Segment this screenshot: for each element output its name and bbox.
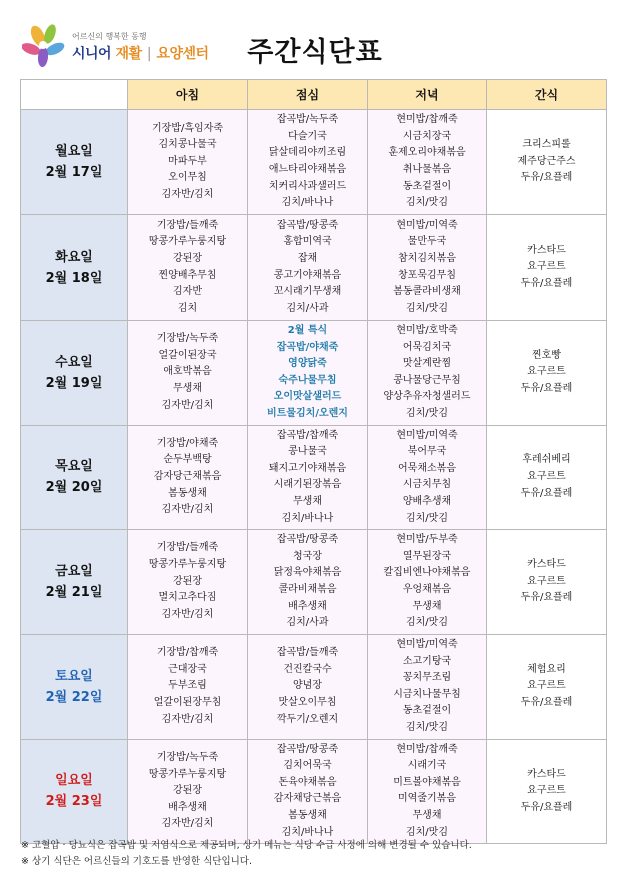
page-title: 주간식단표 (247, 37, 383, 68)
menu-item: 요구르트 (527, 785, 566, 797)
weekday: 화요일 (55, 249, 93, 265)
menu-item: 맛살오이무침 (278, 696, 337, 708)
menu-item: 잡곡밥/땅콩죽 (276, 534, 339, 546)
menu-item: 칼집비엔나야채볶음 (383, 567, 471, 579)
menu-item: 어묵채소볶음 (398, 462, 456, 474)
day-label (21, 321, 128, 426)
menu-item: 강된장 (173, 785, 202, 797)
logo-tagline: 어르신의 행복한 동행 (72, 32, 147, 41)
day-row (21, 110, 607, 215)
column-header-breakfast: 아침 (128, 80, 248, 110)
menu-item: 북어무국 (407, 446, 447, 458)
menu-item: 요구르트 (527, 680, 566, 692)
menu-item: 애느타리야채볶음 (268, 164, 347, 175)
menu-item: 배추생채 (168, 801, 207, 813)
menu-item: 제주당근주스 (517, 155, 576, 167)
menu-item: 양념장 (293, 680, 322, 692)
day-label (21, 530, 128, 635)
menu-item: 김자반/김치 (161, 188, 214, 200)
column-header-dinner: 저녁 (368, 80, 487, 110)
breakfast-cell (128, 530, 248, 635)
menu-item: 김치/맛김 (405, 826, 448, 838)
menu-item: 김치/맛김 (405, 721, 448, 733)
menu-item: 양배추생채 (402, 495, 452, 507)
menu-item: 홍합미역국 (283, 236, 332, 248)
menu-item: 김치/사과 (286, 302, 329, 314)
menu-item: 김자반/김치 (161, 713, 214, 725)
center-logo (22, 22, 212, 72)
menu-item: 감자채당근볶음 (273, 793, 342, 805)
breakfast-cell (128, 739, 248, 844)
menu-item: 두유/요플레 (520, 487, 573, 499)
menu-item: 두부조림 (168, 680, 207, 692)
breakfast-cell (128, 321, 248, 426)
date: 2월 21일 (45, 584, 103, 600)
menu-item: 무생채 (173, 383, 202, 395)
breakfast-cell (128, 634, 248, 739)
lunch-cell (248, 634, 368, 739)
menu-item: 김치/맛김 (405, 197, 448, 209)
menu-item: 두유/요플레 (520, 696, 573, 708)
menu-item: 잡곡밥/찹깨죽 (276, 429, 339, 441)
logo-separator: | (146, 46, 152, 62)
menu-item: 두유/요플레 (520, 383, 573, 395)
day-label (21, 110, 128, 215)
menu-item: 시래기된장볶음 (273, 479, 342, 491)
snack-cell (487, 739, 607, 844)
day-row (21, 739, 607, 844)
menu-item: 콩고기야채볶음 (273, 269, 342, 281)
menu-item: 기장밥/녹두죽 (156, 333, 219, 345)
snack-cell (487, 110, 607, 215)
menu-item: 잡곡밥/녹두죽 (276, 114, 339, 126)
weekday: 월요일 (55, 144, 93, 159)
day-row (21, 634, 607, 739)
logo-name-part3: 요양센터 (156, 46, 209, 62)
menu-item: 잡곡밥/야채죽 (276, 341, 339, 353)
menu-item: 동초겉절이 (402, 180, 452, 192)
menu-item: 봄동콜라비생채 (393, 286, 461, 298)
lunch-cell (248, 110, 368, 215)
logo-name-part1: 시니어 (72, 46, 112, 62)
menu-item: 얼갈이된장국 (158, 349, 217, 361)
breakfast-cell (128, 110, 248, 215)
menu-item: 얼갈이된장무침 (153, 696, 222, 708)
menu-item: 오이무침 (168, 172, 207, 184)
menu-item: 크리스피롤 (522, 139, 571, 151)
menu-item: 양상추유자청샐러드 (383, 391, 471, 403)
menu-item: 기장밥/녹두죽 (156, 751, 219, 763)
menu-item: 영양닭죽 (288, 358, 327, 370)
menu-item: 김자반 (173, 286, 202, 298)
day-row (21, 530, 607, 635)
menu-item: 기장밥/흑임자죽 (152, 122, 223, 134)
menu-item: 기장밥/들깨죽 (156, 542, 219, 554)
menu-item: 닭살데리야끼조림 (268, 147, 347, 159)
menu-item: 김자반/김치 (161, 608, 214, 620)
menu-item: 두유/요플레 (520, 277, 573, 289)
menu-item: 강된장 (173, 575, 202, 587)
menu-item: 무생채 (412, 600, 442, 612)
menu-item: 두유/요플레 (520, 172, 573, 184)
menu-item: 참치김치볶음 (398, 252, 456, 264)
menu-item: 김치/맛김 (405, 302, 448, 314)
menu-item: 돼지고기야채볶음 (268, 462, 347, 474)
menu-item: 콩나물국 (288, 446, 327, 458)
menu-item: 창포묵김무침 (398, 269, 456, 281)
menu-item: 김치/바나나 (281, 197, 334, 209)
logo-name (72, 43, 209, 63)
menu-body (21, 110, 607, 844)
weekday: 목요일 (55, 459, 93, 475)
menu-item: 청국장 (293, 550, 322, 562)
menu-item: 현미밥/미역죽 (396, 638, 458, 650)
menu-item: 시래기국 (407, 760, 447, 772)
menu-item: 꽁치무조림 (402, 672, 452, 684)
header-row (21, 80, 607, 110)
menu-item: 잡곡밥/땅콩죽 (276, 743, 339, 755)
menu-item: 치커리사과샐러드 (268, 180, 347, 192)
snack-cell (487, 321, 607, 426)
menu-item: 무생채 (412, 810, 442, 822)
weekday: 토요일 (55, 668, 93, 684)
lunch-cell (248, 215, 368, 321)
menu-item: 우엉채볶음 (402, 583, 452, 595)
dinner-cell (368, 110, 487, 215)
menu-item: 요구르트 (527, 261, 566, 273)
menu-item: 김치/사과 (286, 617, 329, 629)
dinner-cell (368, 634, 487, 739)
dinner-cell (368, 425, 487, 530)
menu-item: 두유/요플레 (520, 801, 573, 813)
dinner-cell (368, 321, 487, 426)
weekday: 일요일 (55, 773, 93, 789)
footnote: ※ 상기 식단은 어르신들의 기호도를 반영한 식단입니다. (21, 856, 252, 867)
menu-item: 강된장 (173, 252, 202, 264)
menu-item: 맛살계란찜 (402, 358, 452, 370)
column-header-lunch: 점심 (248, 80, 368, 110)
menu-item: 찐양배추무침 (158, 269, 217, 281)
breakfast-cell (128, 215, 248, 321)
menu-item: 다슬기국 (288, 130, 327, 142)
menu-item: 비트물김치/오렌지 (267, 407, 348, 419)
menu-item: 카스타드 (527, 768, 566, 780)
menu-item: 김치/맛김 (405, 512, 448, 524)
menu-item: 기장밥/찹깨죽 (156, 647, 219, 659)
menu-item: 열무된장국 (402, 550, 452, 562)
menu-item: 2월 특식 (287, 325, 328, 336)
menu-item: 기장밥/야채죽 (156, 437, 219, 449)
logo-name-part2: 재활 (115, 46, 142, 62)
weekday: 금요일 (55, 563, 93, 579)
menu-item: 잡채 (297, 252, 318, 264)
snack-cell (487, 634, 607, 739)
date: 2월 20일 (45, 480, 103, 496)
lunch-cell (248, 530, 368, 635)
footnote: ※ 고혈압 · 당뇨식은 잡곡밥 및 저염식으로 제공되며, 상기 메뉴는 식당 수급 사정에 의해 변경될 수 있습니다. (21, 840, 472, 851)
menu-item: 땅콩가루누룽지탕 (148, 559, 227, 571)
menu-item: 콜라비채볶음 (278, 583, 337, 595)
menu-item: 요구르트 (527, 575, 566, 587)
date: 2월 18일 (45, 270, 103, 286)
menu-item: 현미밥/호박죽 (396, 325, 458, 336)
breakfast-cell (128, 425, 248, 530)
menu-item: 건진칼국수 (283, 663, 332, 675)
menu-item: 닭정육야채볶음 (273, 567, 342, 579)
menu-item: 어묵김치국 (402, 341, 452, 353)
snack-cell (487, 215, 607, 321)
menu-item: 미역줄기볶음 (398, 793, 456, 805)
lunch-cell (248, 425, 368, 530)
menu-item: 기장밥/들깨죽 (156, 219, 219, 231)
menu-item: 카스타드 (527, 244, 566, 256)
day-row (21, 425, 607, 530)
menu-item: 마파두부 (168, 155, 207, 167)
dinner-cell (368, 739, 487, 844)
menu-item: 봄동생채 (168, 487, 207, 499)
lunch-cell (248, 739, 368, 844)
weekday: 수요일 (55, 354, 93, 370)
menu-item: 시금치나물무침 (393, 688, 461, 700)
menu-item: 봄동생채 (288, 810, 327, 822)
footnotes (21, 838, 472, 870)
menu-item: 잡곡밥/땅콩죽 (276, 219, 339, 231)
menu-item: 요구르트 (527, 471, 566, 483)
menu-item: 무생채 (293, 495, 322, 507)
snack-cell (487, 530, 607, 635)
day-label (21, 425, 128, 530)
day-row (21, 215, 607, 321)
menu-item: 돈육야채볶음 (278, 776, 337, 788)
menu-item: 콩나물당근무침 (393, 374, 461, 386)
menu-item: 애호박볶음 (163, 366, 212, 378)
day-row (21, 321, 607, 426)
menu-item: 순두부백탕 (163, 454, 212, 466)
menu-item: 김치/맛김 (405, 617, 448, 629)
menu-item: 김치/맛김 (405, 407, 448, 419)
lunch-cell (248, 321, 368, 426)
menu-item: 근대장국 (168, 663, 207, 675)
menu-item: 찐호빵 (532, 349, 561, 361)
flower-logo-icon (22, 22, 68, 70)
menu-item: 현미밥/찹깨죽 (396, 743, 458, 755)
menu-item: 땅콩가루누룽지탕 (148, 236, 227, 248)
menu-item: 훈제오리야채볶음 (388, 147, 466, 159)
day-label (21, 215, 128, 321)
menu-item: 배추생채 (288, 600, 327, 612)
date: 2월 23일 (45, 794, 103, 810)
menu-item: 미트볼야채볶음 (393, 776, 461, 788)
menu-item: 요구르트 (527, 366, 566, 378)
menu-item: 카스타드 (527, 559, 566, 571)
menu-item: 김치/바나나 (281, 512, 334, 524)
day-label (21, 739, 128, 844)
dinner-cell (368, 530, 487, 635)
menu-item: 김치어묵국 (283, 760, 332, 772)
menu-item: 현미밥/찹깨죽 (396, 114, 458, 126)
menu-item: 오이맛살샐러드 (273, 391, 342, 403)
menu-item: 감자당근채볶음 (153, 471, 222, 483)
column-header-snack: 간식 (487, 80, 607, 110)
menu-item: 꼬시래기무생채 (273, 286, 342, 298)
menu-item: 김자반/김치 (161, 504, 214, 516)
menu-item: 소고기탕국 (402, 655, 452, 667)
menu-item: 취나물볶음 (402, 164, 452, 175)
menu-item: 김자반/김치 (161, 818, 214, 830)
date: 2월 17일 (45, 165, 103, 180)
menu-item: 현미밥/미역죽 (396, 219, 458, 231)
dinner-cell (368, 215, 487, 321)
snack-cell (487, 425, 607, 530)
menu-item: 현미밥/미역죽 (396, 429, 458, 441)
menu-item: 현미밥/두부죽 (396, 534, 458, 546)
weekly-menu-table (20, 79, 607, 844)
menu-item: 숙주나물무침 (278, 374, 337, 386)
menu-item: 물만두국 (407, 236, 447, 248)
date: 2월 22일 (45, 689, 103, 705)
day-label (21, 634, 128, 739)
menu-item: 깍두기/오렌지 (276, 713, 339, 725)
menu-item: 멸치고추다짐 (158, 592, 217, 604)
header-corner (21, 80, 128, 110)
menu-item: 김치 (177, 302, 198, 314)
menu-item: 땅콩가루누룽지탕 (148, 768, 227, 780)
menu-item: 두유/요플레 (520, 592, 573, 604)
menu-item: 동초겉절이 (402, 705, 452, 717)
menu-item: 시금치장국 (402, 130, 452, 142)
menu-item: 시금치무침 (402, 479, 452, 491)
menu-item: 김자반/김치 (161, 399, 214, 411)
date: 2월 19일 (45, 375, 103, 391)
menu-item: 후레쉬베리 (522, 454, 571, 466)
menu-item: 김치/바나나 (281, 826, 334, 838)
menu-item: 잡곡밥/들깨죽 (276, 647, 339, 659)
menu-item: 체험요리 (527, 663, 566, 675)
menu-item: 김치콩나물국 (158, 139, 217, 151)
